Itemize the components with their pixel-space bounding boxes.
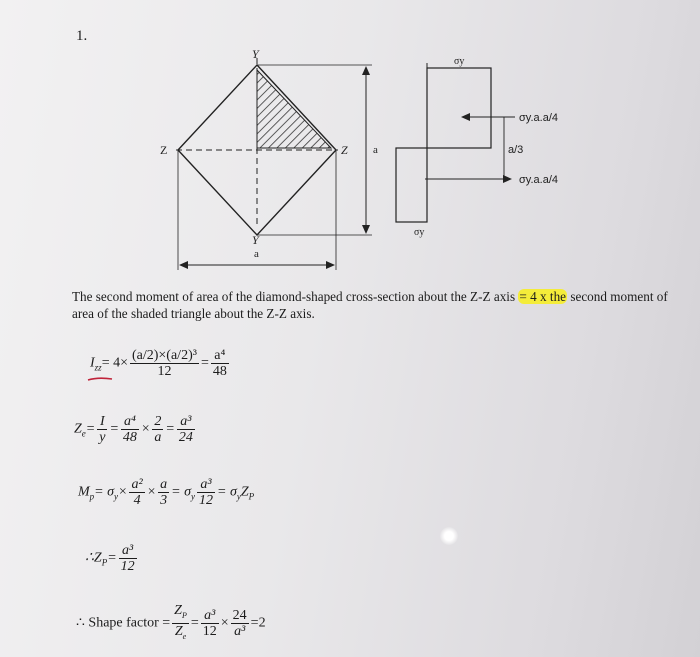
shaded-triangle [257, 70, 331, 148]
y-bottom-label: Y [252, 233, 259, 247]
paragraph-text-start: The second moment of area of the diamond-shaped cross-section about the Z-Z axis [72, 289, 519, 304]
red-underline-mark [86, 374, 116, 384]
light-glare [440, 527, 458, 545]
stress-top-label: σy [454, 56, 465, 67]
highlighted-text: = 4 x the [519, 289, 567, 304]
problem-number: 1. [76, 28, 88, 44]
lower-force-label: σy.a.a/4 [519, 174, 558, 186]
height-label: a [373, 144, 378, 156]
equation-ze: $Z_e=$ $\frac{I}{y}$ = $\frac{\text{a⁴}}{48}$ × $\frac{2}{a}$ = $\frac{\text{a³}}{24}$ [74, 414, 193, 445]
explanation-paragraph [72, 288, 672, 322]
stress-block-bottom [396, 148, 427, 222]
stress-block-top [427, 68, 491, 148]
equation-zp: $\therefore Z_P=$ $\frac{\text{a³}}{12}$ [85, 543, 135, 574]
force-arrow-left [461, 113, 470, 121]
lever-arm-label: a/3 [508, 144, 524, 156]
z-right-label: Z [341, 143, 348, 157]
equation-mp: $M_p= \sigma_y\times$ $\frac{\text{a²}}{4}$ × $\frac{a}{3}$ = $\sigma_y$ $\frac{\text{a³}}{12}$ = $\sigma_yZ_P$ [78, 477, 255, 508]
stress-bottom-label: σy [414, 227, 425, 238]
y-top-label: Y [252, 47, 259, 61]
equation-shape-factor: ∴ Shape factor = $\frac{Z_P}{Z_e}$ = $\frac{\text{a³}}{12}$ × $\frac{24}{\text{a³}}$ =2 [76, 603, 266, 641]
diamond-diagram [0, 0, 700, 300]
paragraph-text-end: second moment of area of the shaded triangle about the Z-Z axis. [72, 289, 668, 321]
width-label: a [254, 248, 259, 260]
equation-izz: $I_{zz}= 4\times$ $\frac{\text{(a/2)×(a/2)³}}{12}$ = $\frac{\text{a⁴}}{48}$ [90, 348, 227, 379]
z-left-label: Z [160, 143, 168, 157]
upper-force-label: σy.a.a/4 [519, 112, 558, 124]
